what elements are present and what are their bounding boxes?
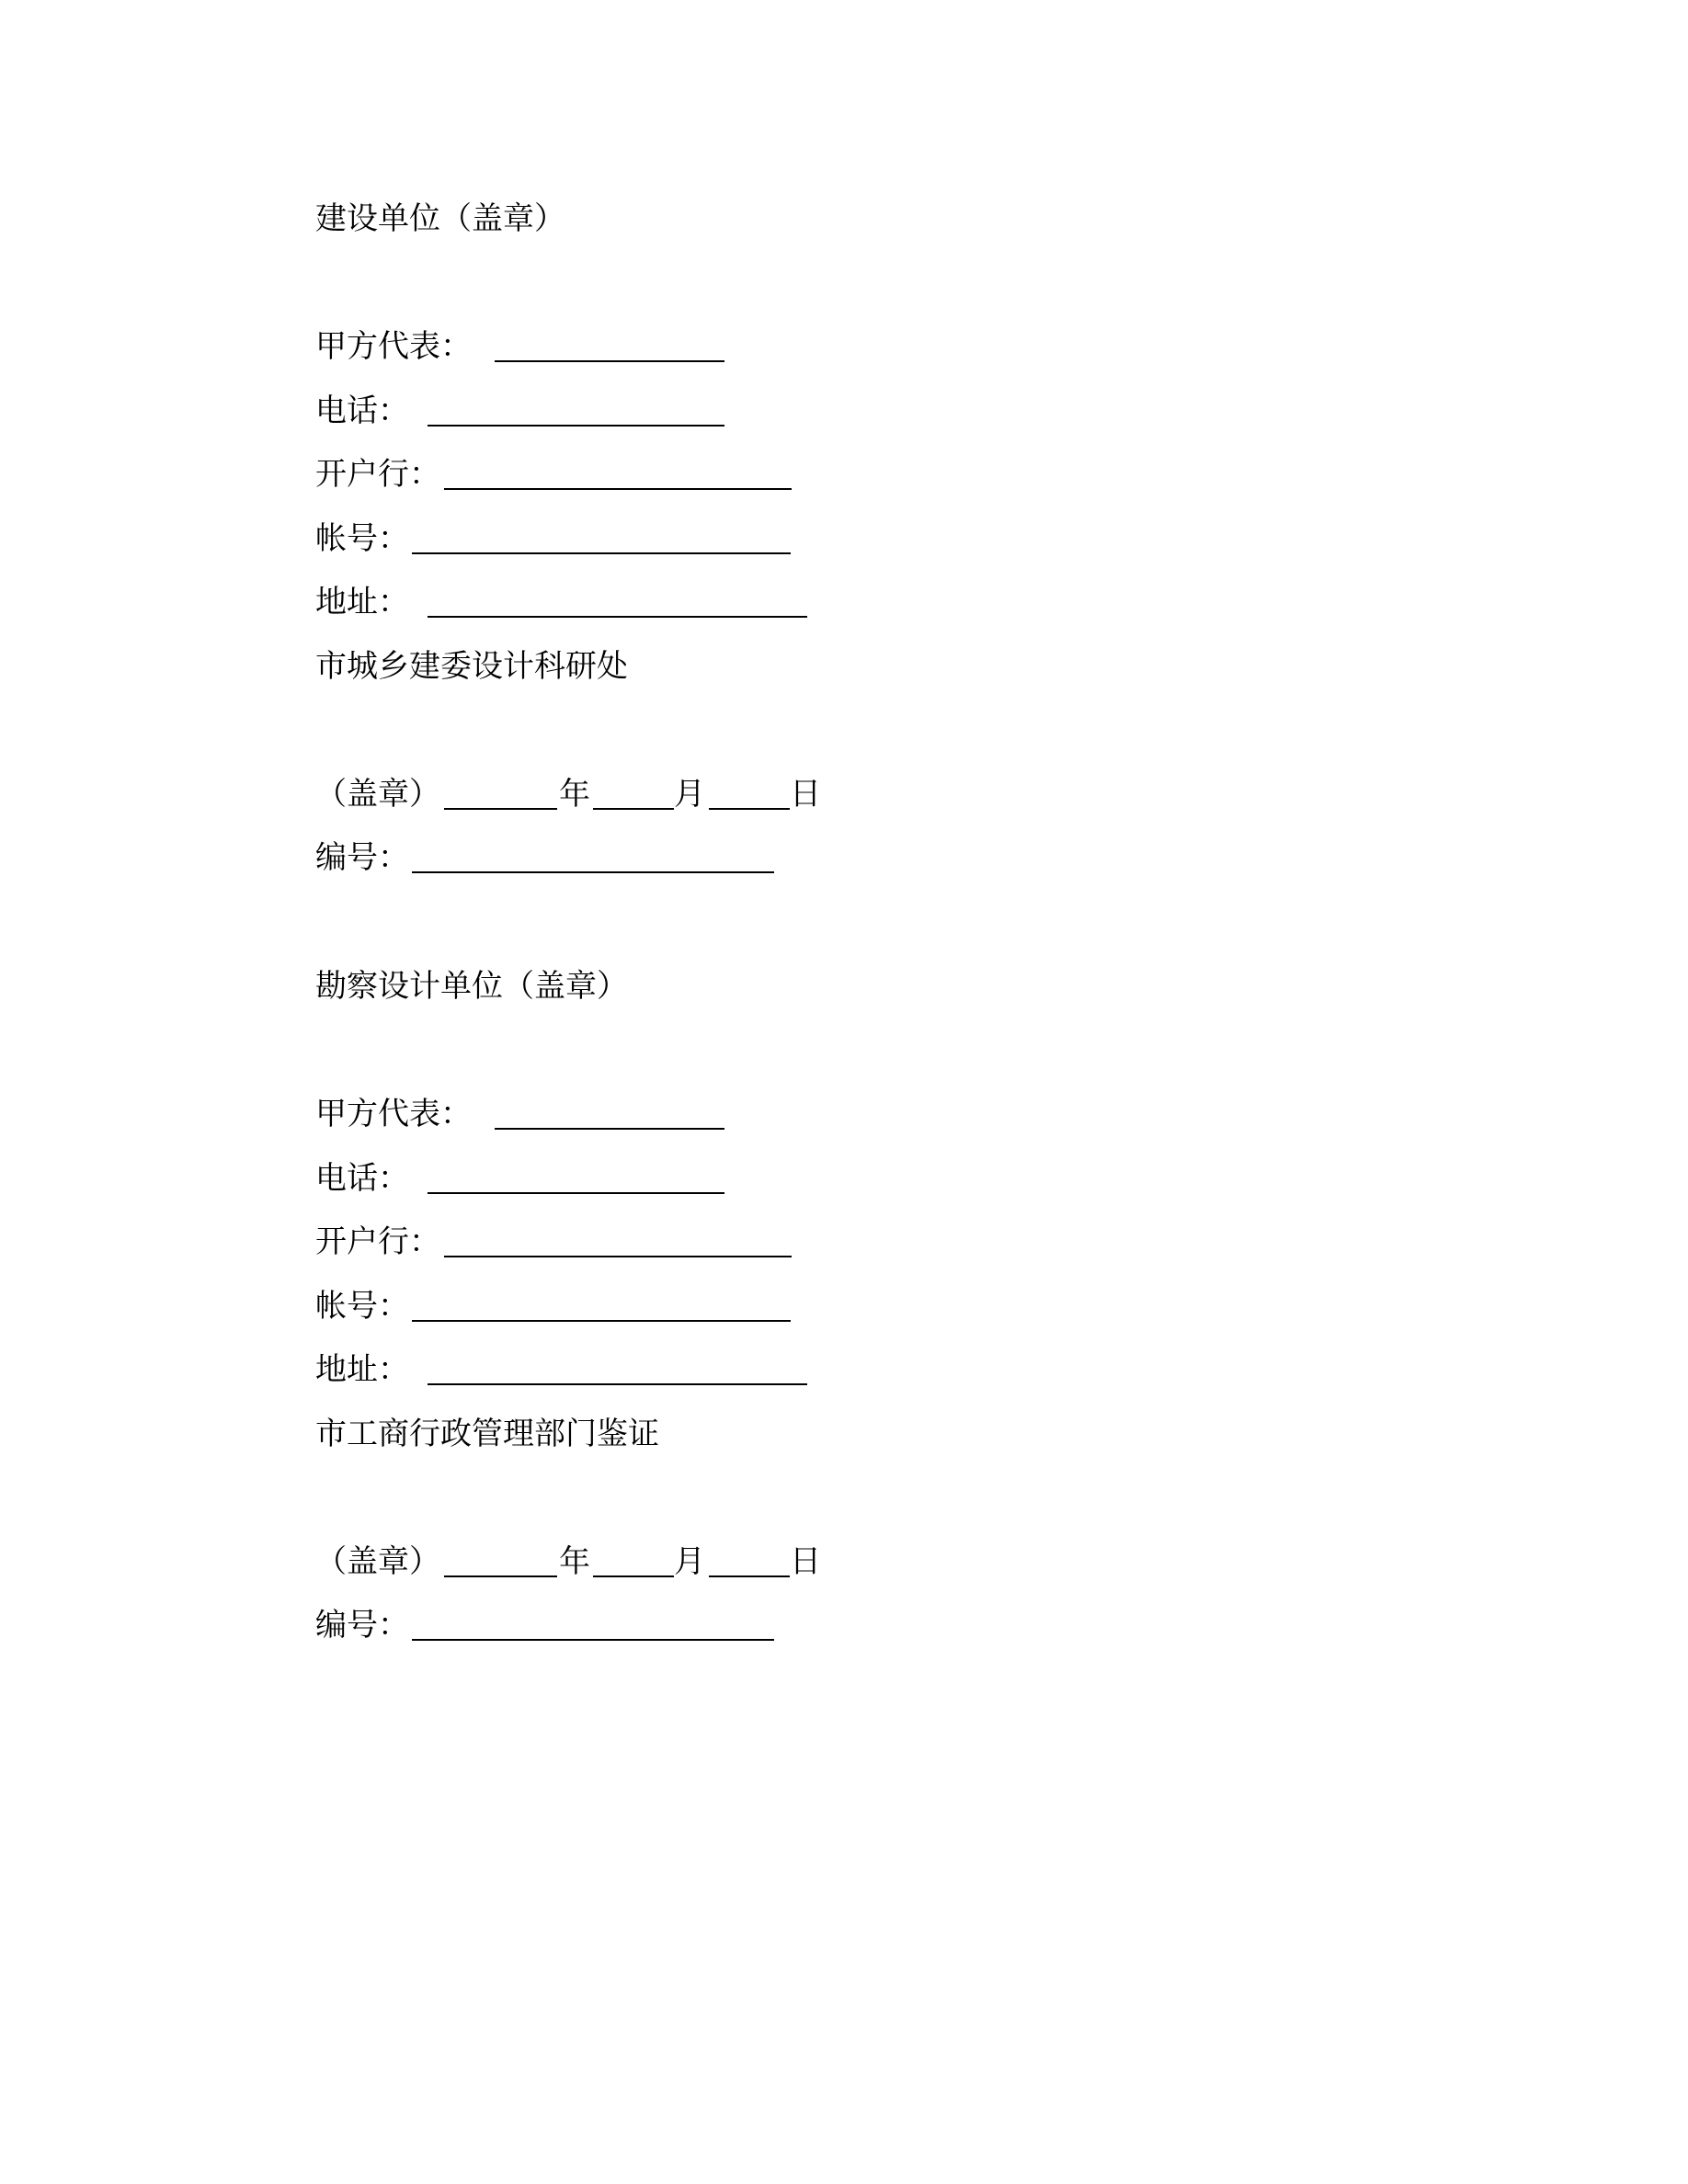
day-blank[interactable] — [709, 808, 790, 810]
section2-bank-row — [315, 1219, 440, 1265]
account-blank[interactable] — [412, 552, 791, 554]
section1-org: 市城乡建委设计科研处 — [315, 648, 628, 685]
year-label: 年 — [559, 1543, 590, 1580]
address-blank[interactable] — [428, 616, 807, 618]
section2-heading: 勘察设计单位（盖章） — [315, 968, 628, 1005]
bank-blank[interactable] — [444, 1256, 792, 1257]
rep-label: 甲方代表： — [315, 328, 472, 365]
account-label: 帐号： — [315, 520, 409, 557]
section1-heading: 建设单位（盖章） — [315, 200, 565, 237]
number-blank[interactable] — [412, 1639, 774, 1641]
section2-phone-row — [315, 1155, 409, 1201]
section2-number-row — [315, 1602, 409, 1648]
bank-blank[interactable] — [444, 488, 792, 490]
address-blank[interactable] — [428, 1383, 807, 1385]
month-blank[interactable] — [593, 808, 674, 810]
section1-account-row — [315, 516, 409, 562]
day-blank[interactable] — [709, 1575, 790, 1577]
section2-date-row — [315, 1539, 830, 1585]
number-label: 编号： — [315, 839, 409, 876]
bank-label: 开户行： — [315, 456, 440, 493]
bank-label: 开户行： — [315, 1223, 440, 1260]
section1-bank-row — [315, 451, 440, 497]
month-label: 月 — [674, 1543, 705, 1580]
day-label: 日 — [790, 776, 821, 813]
section2-org: 市工商行政管理部门鉴证 — [315, 1416, 659, 1452]
day-label: 日 — [790, 1543, 821, 1580]
seal-label: （盖章） — [315, 776, 440, 813]
month-blank[interactable] — [593, 1575, 674, 1577]
number-label: 编号： — [315, 1607, 409, 1644]
section1-number-row — [315, 835, 409, 881]
year-blank[interactable] — [444, 1575, 557, 1577]
rep-label: 甲方代表： — [315, 1096, 472, 1132]
phone-blank[interactable] — [428, 1192, 724, 1194]
section1-phone-row — [315, 388, 409, 434]
phone-label: 电话： — [315, 1160, 409, 1197]
year-blank[interactable] — [444, 808, 557, 810]
section2-address-row — [315, 1347, 409, 1393]
account-label: 帐号： — [315, 1288, 409, 1325]
number-blank[interactable] — [412, 871, 774, 873]
section2-rep-row — [315, 1091, 472, 1137]
address-label: 地址： — [315, 1351, 409, 1388]
month-label: 月 — [674, 776, 705, 813]
seal-label: （盖章） — [315, 1543, 440, 1580]
account-blank[interactable] — [412, 1320, 791, 1322]
rep-blank[interactable] — [495, 1128, 724, 1130]
address-label: 地址： — [315, 584, 409, 620]
section1-rep-row — [315, 324, 472, 370]
year-label: 年 — [559, 776, 590, 813]
section1-address-row — [315, 579, 409, 625]
section1-date-row — [315, 771, 830, 817]
phone-label: 电话： — [315, 392, 409, 429]
phone-blank[interactable] — [428, 425, 724, 427]
rep-blank[interactable] — [495, 360, 724, 362]
section2-account-row — [315, 1283, 409, 1329]
